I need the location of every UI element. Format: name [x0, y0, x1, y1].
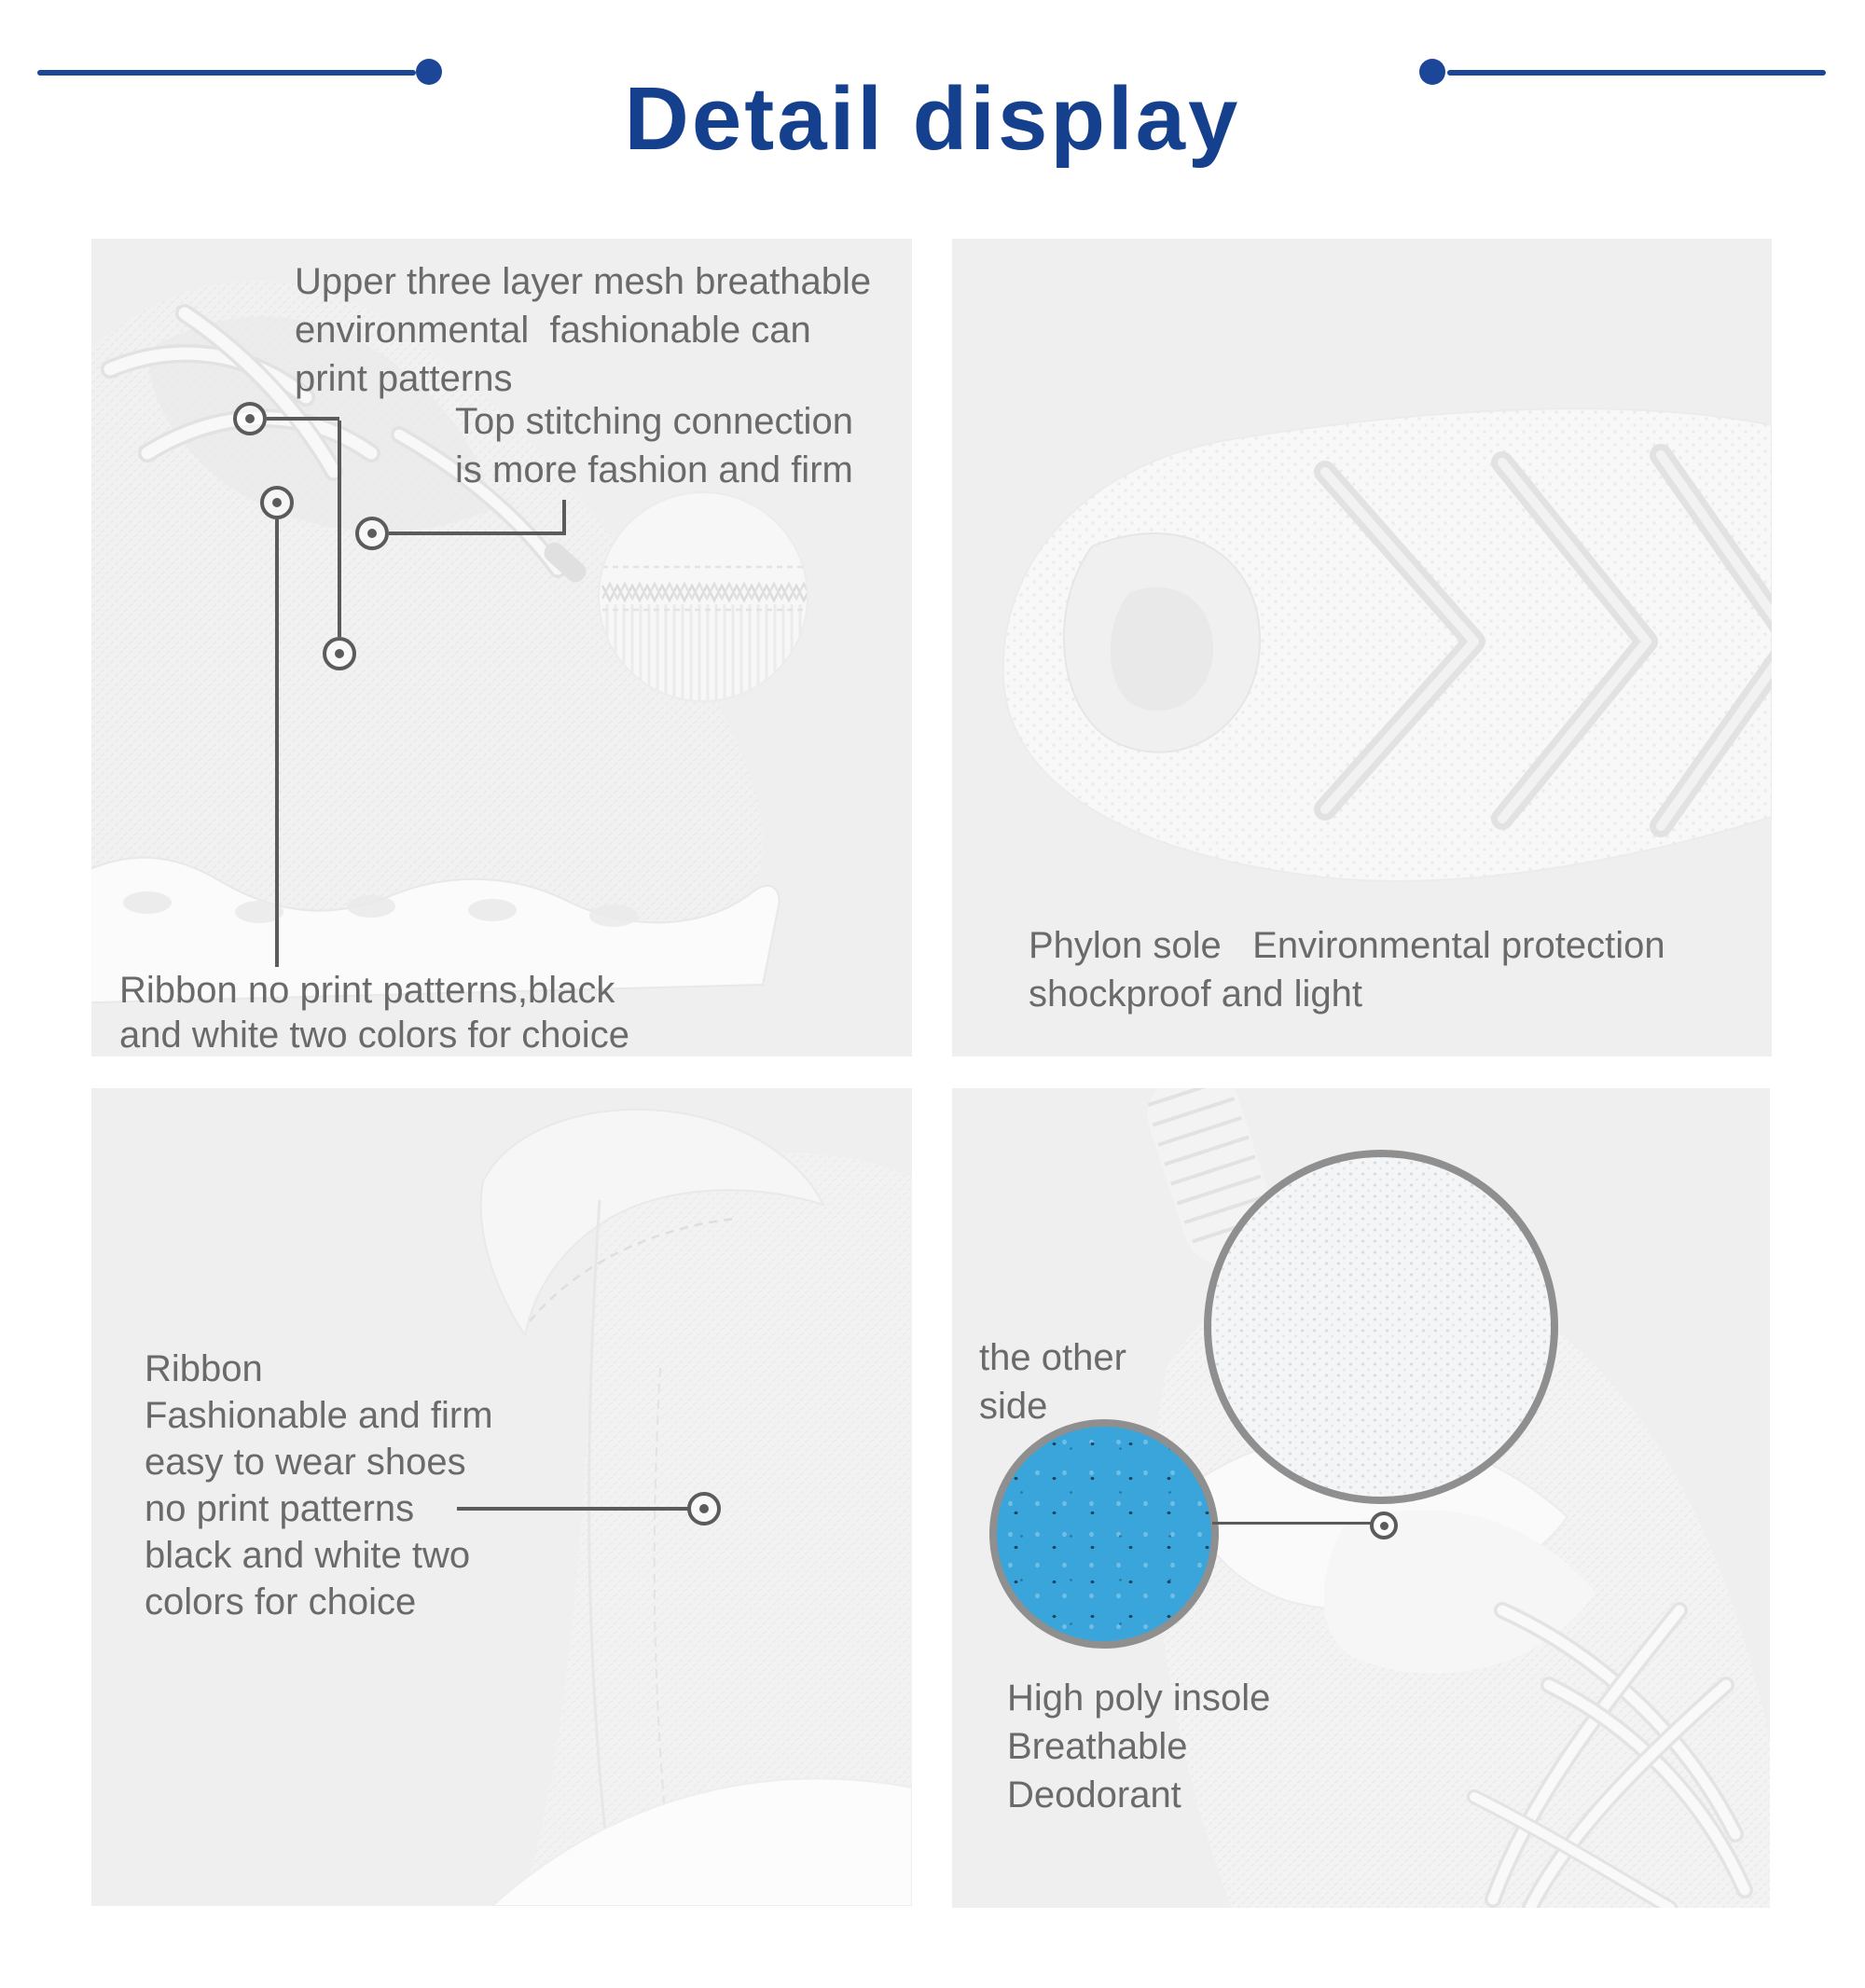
target-marker-icon: [323, 637, 356, 670]
high-poly-insole-caption: [1007, 1674, 1270, 1819]
other-side-caption: [979, 1333, 1126, 1430]
caption-line: no print patterns: [145, 1488, 415, 1529]
caption-line: Breathable: [1007, 1726, 1188, 1767]
caption-line: Top stitching connection: [455, 401, 853, 442]
caption-line: side: [979, 1386, 1048, 1427]
callout-line: [338, 421, 341, 637]
callout-line: [275, 519, 279, 967]
ribbon-colors-caption: [119, 968, 629, 1056]
top-stitching-caption: [455, 397, 853, 494]
caption-line: Upper three layer mesh breathable: [295, 261, 872, 302]
stitching-zoom-swatch: [599, 492, 811, 701]
caption-line: and white two colors for choice: [119, 1015, 629, 1056]
target-marker-icon: [1370, 1512, 1398, 1539]
caption-line: Ribbon: [145, 1348, 263, 1389]
caption-line: colors for choice: [145, 1581, 417, 1622]
mesh-texture-zoom-circle: [1204, 1150, 1558, 1504]
panel-upper-mesh: [91, 239, 912, 1056]
caption-line: Phylon sole Environmental protection: [1029, 925, 1665, 966]
panel-heel-ribbon: [91, 1088, 912, 1906]
target-marker-icon: [260, 486, 294, 519]
caption-line: Fashionable and firm: [145, 1395, 493, 1436]
phylon-sole-caption: [1029, 921, 1665, 1018]
target-marker-icon: [355, 517, 389, 550]
caption-line: the other: [979, 1337, 1126, 1378]
caption-line: print patterns: [295, 358, 513, 399]
caption-line: easy to wear shoes: [145, 1442, 466, 1483]
upper-mesh-caption: [295, 257, 871, 403]
heel-ribbon-caption: [145, 1346, 493, 1625]
panel-insole: [952, 1088, 1770, 1908]
page-title: Detail display: [624, 69, 1241, 170]
header-accent-line-right: [1447, 70, 1826, 76]
caption-line: Deodorant: [1007, 1774, 1181, 1815]
callout-line: [1212, 1522, 1371, 1525]
callout-line: [267, 417, 339, 421]
blue-insole-zoom-circle: [989, 1419, 1219, 1649]
caption-line: environmental fashionable can: [295, 310, 811, 351]
caption-line: Ribbon no print patterns,black: [119, 970, 615, 1011]
caption-line: black and white two: [145, 1535, 471, 1576]
panel-phylon-sole: [952, 239, 1772, 1056]
caption-line: is more fashion and firm: [455, 449, 853, 490]
caption-line: shockproof and light: [1029, 973, 1363, 1015]
caption-line: High poly insole: [1007, 1677, 1271, 1719]
callout-line: [389, 532, 566, 535]
callout-line: [562, 500, 566, 535]
header-accent-dot-right: [1419, 59, 1445, 85]
target-marker-icon: [233, 402, 267, 435]
target-marker-icon: [687, 1492, 721, 1526]
